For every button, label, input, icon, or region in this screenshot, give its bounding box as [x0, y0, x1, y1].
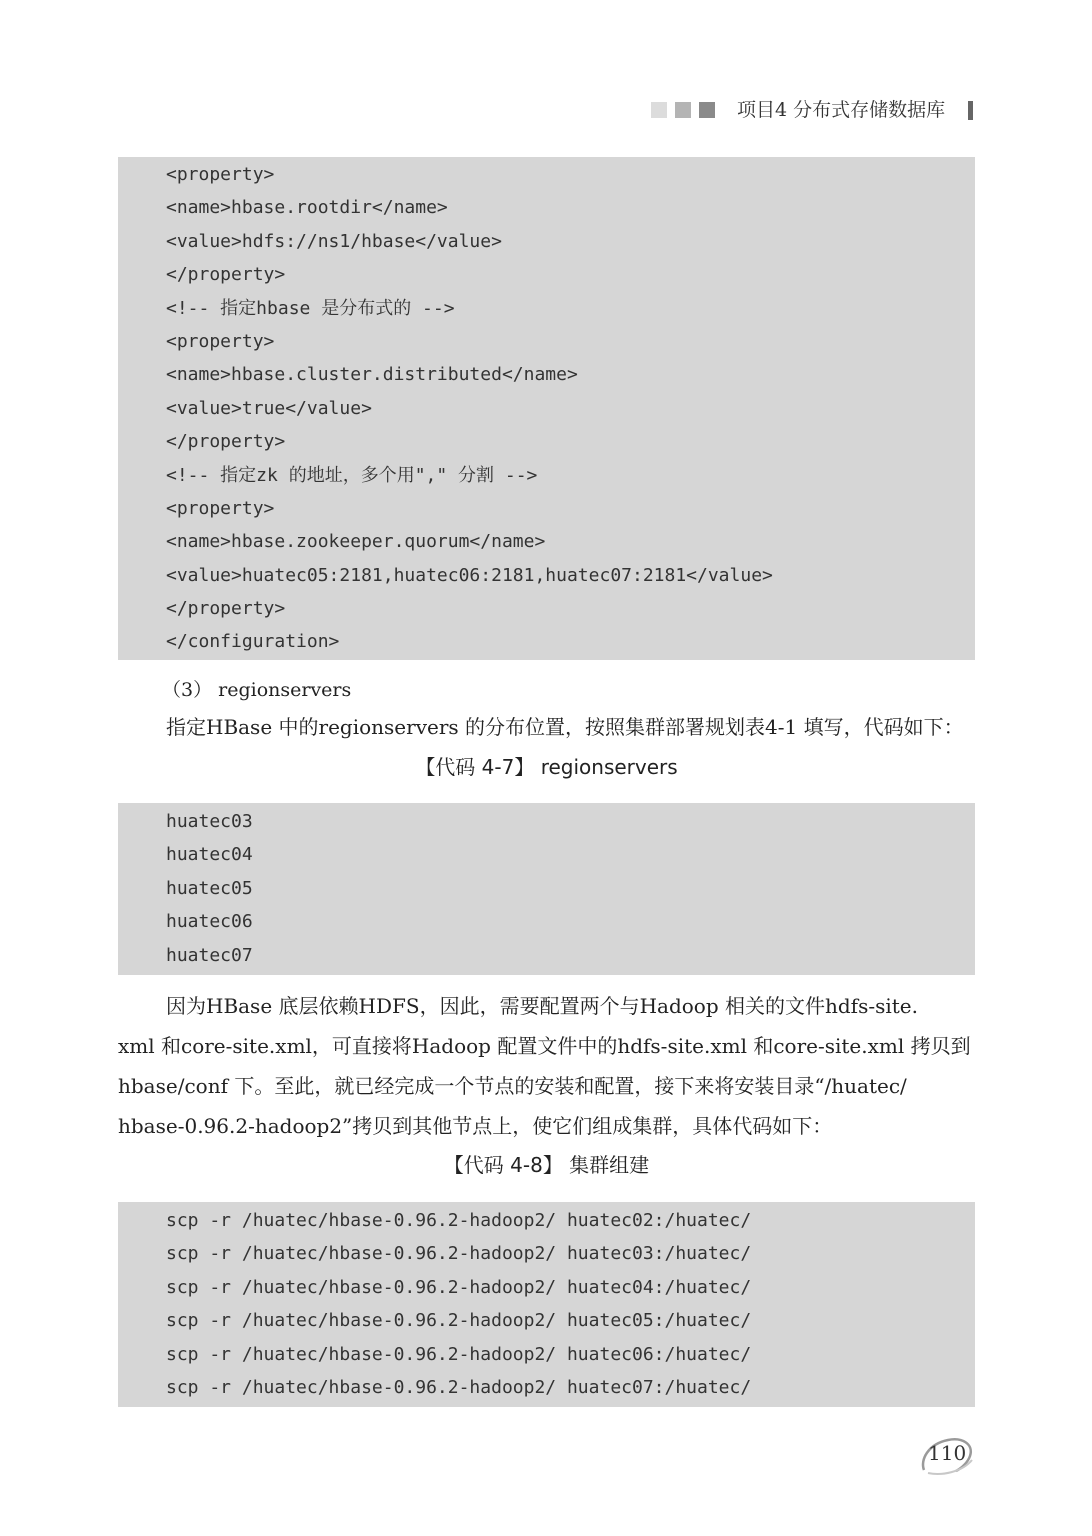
code-line: </property> [166, 264, 286, 286]
code-line: </configuration> [166, 631, 340, 653]
code-line: scp -r /huatec/hbase-0.96.2-hadoop2/ huatec06:/huatec/ [166, 1343, 752, 1365]
paragraph-line: hbase-0.96.2-hadoop2”拷贝到其他节点上，使它们组成集群，具体代码如下： [118, 1114, 833, 1138]
code-line: <property> [166, 330, 275, 352]
code-line: scp -r /huatec/hbase-0.96.2-hadoop2/ huatec07:/huatec/ [166, 1376, 752, 1398]
code-line: huatec07 [166, 944, 253, 966]
code-block-scp-commands [118, 1202, 975, 1407]
code-line: scp -r /huatec/hbase-0.96.2-hadoop2/ huatec04:/huatec/ [166, 1276, 752, 1298]
code-line: <name>hbase.rootdir</name> [166, 197, 448, 219]
code-line: huatec05 [166, 877, 253, 899]
header-divider-bar [968, 101, 973, 120]
code-block-hbase-site [118, 157, 975, 660]
code-line: <name>hbase.cluster.distributed</name> [166, 364, 578, 386]
code-caption-4-8: 【代码 4-8】 集群组建 [443, 1153, 650, 1177]
code-line: <value>hdfs://ns1/hbase</value> [166, 230, 502, 252]
section-heading: （3） regionservers [162, 679, 352, 701]
section-intro: 指定HBase 中的regionservers 的分布位置，按照集群部署规划表4-1 填写，代码如下： [166, 715, 964, 739]
page-number: 110 [928, 1441, 967, 1465]
header-decor-square-mid [675, 102, 691, 118]
code-line: scp -r /huatec/hbase-0.96.2-hadoop2/ huatec02:/huatec/ [166, 1210, 752, 1231]
page-header [0, 96, 1092, 128]
code-line: huatec06 [166, 911, 253, 933]
code-comment-line: <!-- 指定hbase 是分布式的 --> [166, 297, 455, 319]
code-line: <name>hbase.zookeeper.quorum</name> [166, 531, 546, 553]
code-line: scp -r /huatec/hbase-0.96.2-hadoop2/ huatec05:/huatec/ [166, 1310, 752, 1332]
paragraph-line: 因为HBase 底层依赖HDFS，因此，需要配置两个与Hadoop 相关的文件hdfs-site. [166, 994, 918, 1018]
code-line: <property> [166, 164, 275, 185]
code-line: </property> [166, 598, 286, 620]
code-line: huatec04 [166, 844, 253, 866]
code-line: scp -r /huatec/hbase-0.96.2-hadoop2/ huatec03:/huatec/ [166, 1243, 752, 1265]
chapter-title: 项目4 分布式存储数据库 [737, 99, 946, 121]
code-caption-4-7: 【代码 4-7】 regionservers [415, 755, 678, 779]
header-decor-square-dark [699, 102, 715, 118]
code-comment-line: <!-- 指定zk 的地址，多个用"," 分割 --> [166, 464, 538, 486]
code-line: </property> [166, 431, 286, 453]
header-decor-square-light [651, 102, 667, 118]
page-number-badge [918, 1432, 976, 1476]
code-line: huatec03 [166, 811, 253, 832]
code-line: <value>true</value> [166, 397, 372, 419]
paragraph-line: hbase/conf 下。至此，就已经完成一个节点的安装和配置，接下来将安装目录“/huatec/ [118, 1074, 907, 1098]
paragraph-line: xml 和core-site.xml，可直接将Hadoop 配置文件中的hdfs-site.xml 和core-site.xml 拷贝到 [118, 1034, 971, 1058]
code-line: <value>huatec05:2181,huatec06:2181,huatec07:2181</value> [166, 564, 773, 586]
code-line: <property> [166, 497, 275, 519]
body-paragraph [118, 986, 975, 1146]
code-block-regionservers [118, 803, 975, 975]
